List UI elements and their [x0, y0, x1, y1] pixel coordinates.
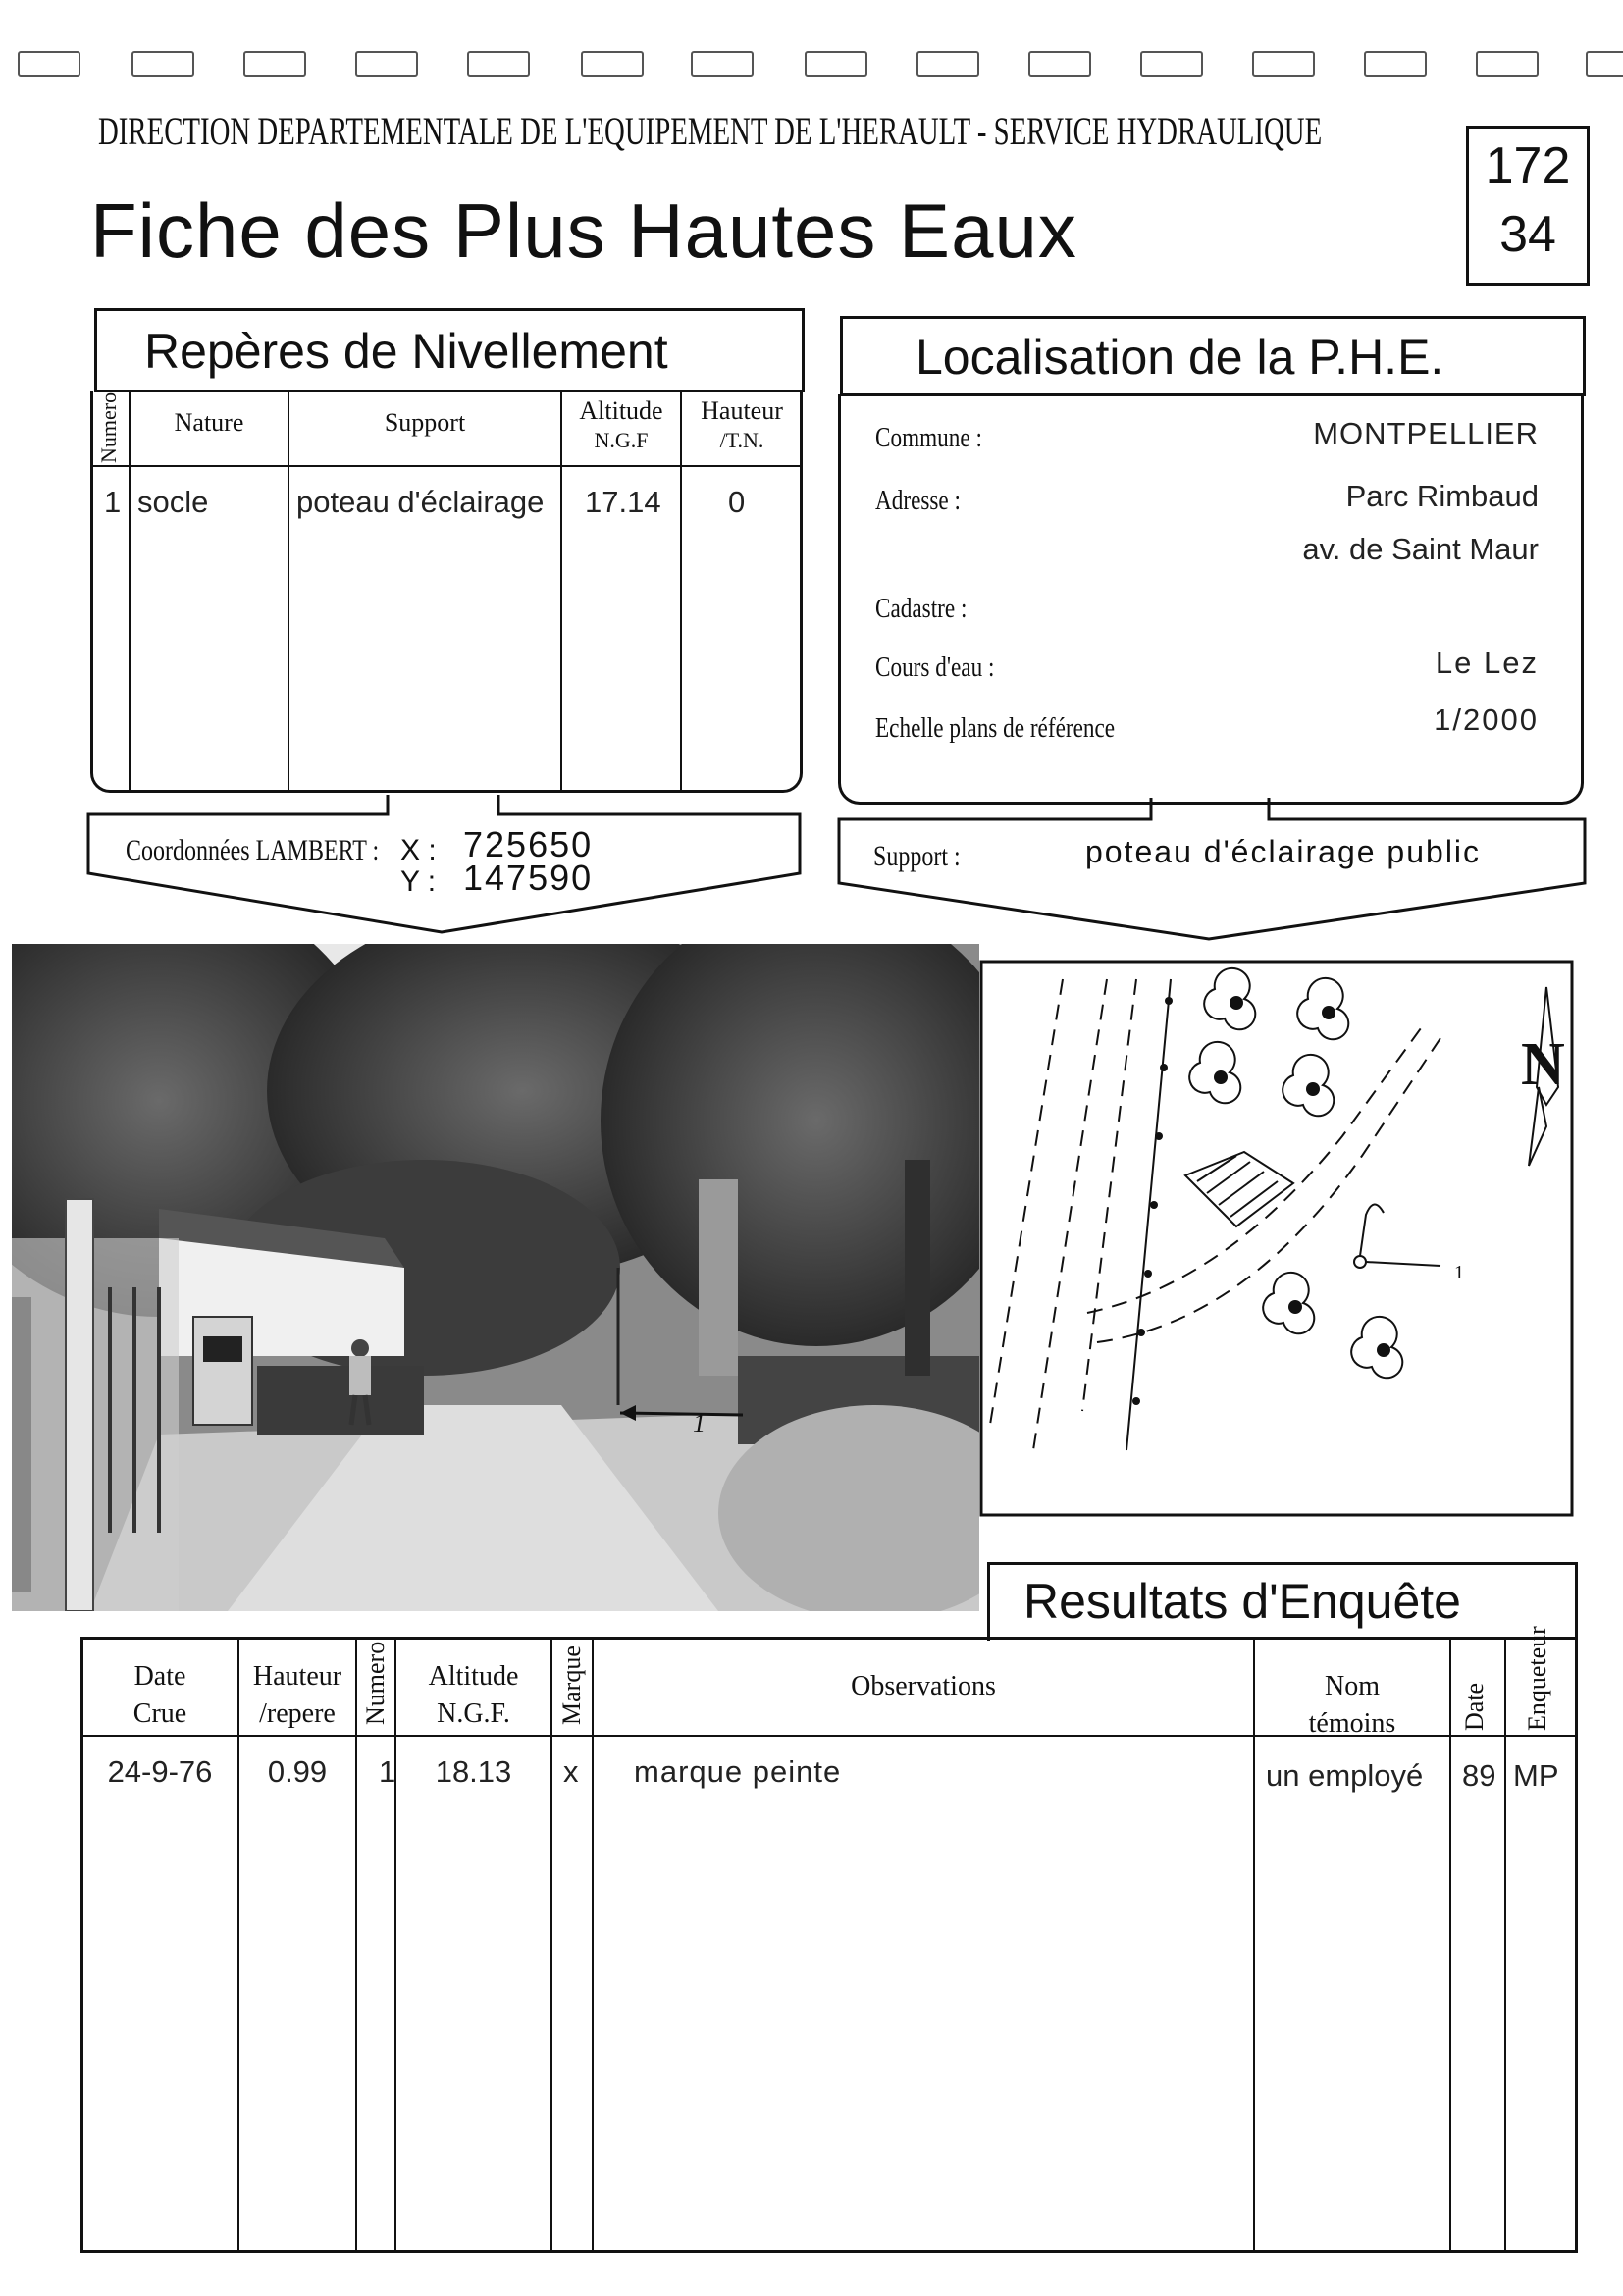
cours-label: Cours d'eau : [875, 652, 995, 683]
resultats-row-nom: un employé [1266, 1758, 1424, 1793]
reperes-heading-box [94, 308, 805, 392]
echelle-value: 1/2000 [1434, 703, 1539, 737]
resultats-row-enqueteur: MP [1513, 1758, 1559, 1793]
lambert-label: Coordonnées LAMBERT : [126, 834, 380, 866]
resultats-col-hauteur: Hauteur /repere [252, 1661, 342, 1729]
resultats-heading-box [987, 1562, 1578, 1641]
reperes-row-hauteur: 0 [728, 485, 746, 519]
cours-value: Le Lez [1435, 646, 1539, 680]
localisation-heading: Localisation de la P.H.E. [916, 330, 1444, 385]
agency-title: DIRECTION DEPARTEMENTALE DE L'EQUIPEMENT DE L'HERAULT - SERVICE HYDRAULIQUE [98, 109, 1323, 153]
site-photo [12, 944, 979, 1611]
adresse-line1: Parc Rimbaud [1345, 479, 1539, 513]
resultats-row-observations: marque peinte [634, 1754, 842, 1789]
resultats-col-numero: Numero [361, 1641, 390, 1725]
photo-marker-label: 1 [693, 1409, 706, 1437]
support-label: Support : [873, 840, 961, 872]
commune-value: MONTPELLIER [1313, 416, 1539, 450]
lambert-x-value: 725650 [463, 824, 594, 864]
echelle-label: Echelle plans de référence [875, 712, 1116, 744]
resultats-col-date-crue: Date Crue [132, 1661, 187, 1729]
reference-box [1466, 126, 1590, 286]
resultats-row-hauteur: 0.99 [267, 1754, 328, 1789]
reperes-col-support: Support [384, 408, 466, 437]
resultats-row-altitude: 18.13 [435, 1754, 512, 1789]
site-map [979, 960, 1576, 1519]
resultats-col-enqueteur: Enqueteur [1523, 1626, 1551, 1731]
adresse-line2: av. de Saint Maur [1302, 532, 1539, 566]
lambert-y-value: 147590 [463, 858, 594, 898]
cadastre-label: Cadastre : [875, 593, 968, 624]
commune-label: Commune : [875, 422, 982, 453]
reperes-row-altitude: 17.14 [585, 485, 661, 519]
resultats-row-date: 89 [1462, 1758, 1496, 1793]
reperes-heading: Repères de Nivellement [144, 324, 668, 379]
reference-top: 172 [1485, 137, 1571, 194]
lambert-x-label: X : [400, 834, 437, 866]
reperes-col-nature: Nature [174, 408, 244, 437]
reference-bottom: 34 [1499, 206, 1556, 263]
reperes-row-nature: socle [137, 485, 209, 519]
support-value: poteau d'éclairage public [1085, 834, 1482, 869]
resultats-col-date: Date [1460, 1682, 1489, 1731]
adresse-label: Adresse : [875, 485, 961, 516]
map-marker-label: 1 [1454, 1262, 1464, 1283]
binder-holes [0, 51, 1623, 80]
reperes-row-support: poteau d'éclairage [296, 485, 545, 519]
resultats-heading: Resultats d'Enquête [1023, 1574, 1461, 1629]
resultats-row-date-crue: 24-9-76 [107, 1754, 213, 1789]
localisation-heading-box [840, 316, 1586, 396]
resultats-col-marque: Marque [557, 1645, 586, 1725]
reperes-col-numero: Numero [96, 391, 121, 463]
lambert-y-label: Y : [400, 865, 437, 898]
page-title: Fiche des Plus Hautes Eaux [90, 187, 1077, 274]
resultats-col-observations: Observations [851, 1671, 996, 1701]
resultats-col-altitude: Altitude N.G.F. [428, 1661, 519, 1729]
north-label: N [1521, 1031, 1565, 1098]
resultats-col-nom: Nom témoins [1308, 1671, 1396, 1739]
resultats-row-numero: 1 [379, 1754, 396, 1789]
reperes-row-numero: 1 [104, 485, 122, 519]
reperes-col-altitude: Altitude N.G.F [579, 396, 663, 452]
reperes-col-hauteur: Hauteur /T.N. [701, 396, 783, 452]
resultats-row-marque: x [563, 1754, 579, 1789]
